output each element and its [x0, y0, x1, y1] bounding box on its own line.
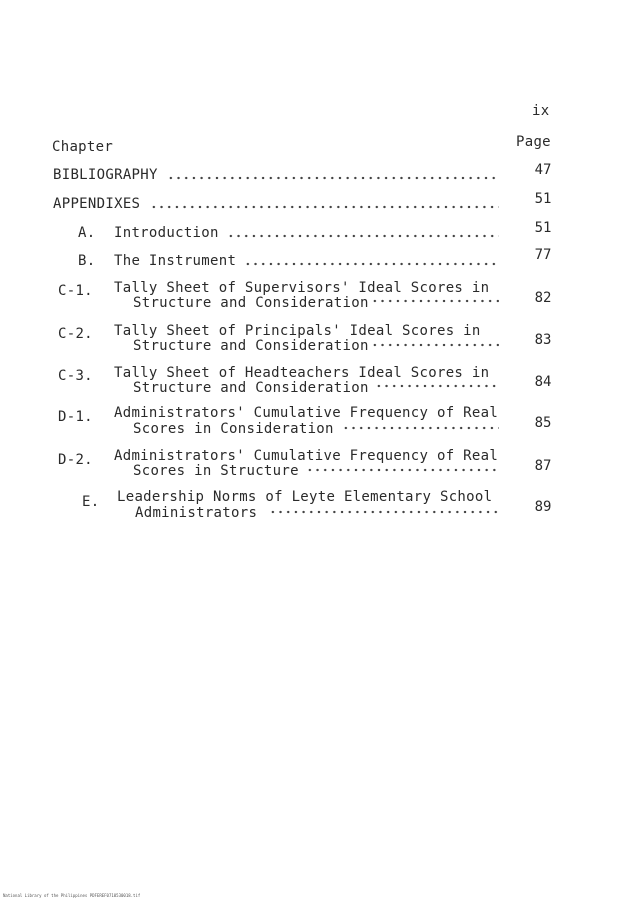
entry-label: C-2. — [58, 326, 93, 342]
page-heading: Page — [516, 134, 551, 150]
dot-leader — [371, 343, 499, 347]
entry-title: The Instrument — [114, 253, 237, 269]
entry-page: 51 — [534, 220, 552, 236]
entry-title: Tally Sheet of Headteachers Ideal Scores in — [114, 365, 490, 381]
entry-page: 47 — [534, 162, 552, 178]
entry-page: 85 — [534, 415, 552, 431]
dot-leader — [375, 384, 499, 388]
dot-leader — [342, 426, 499, 430]
dot-leader — [227, 234, 499, 238]
scan-footer: National Library of the Philippines PDFEREF0710530018.tif — [3, 893, 141, 898]
entry-title: Administrators' Cumulative Frequency of Real — [114, 448, 499, 464]
entry-title: Administrators' Cumulative Frequency of Real — [114, 405, 499, 421]
dot-leader — [150, 205, 499, 209]
page-number: ix — [532, 103, 550, 119]
dot-leader — [306, 468, 499, 472]
entry-title-line2: Structure and Consideration — [133, 295, 369, 311]
dot-leader — [244, 262, 499, 266]
entry-page: 87 — [534, 458, 552, 474]
entry-page: 77 — [534, 247, 552, 263]
entry-label: D-1. — [58, 409, 93, 425]
entry-label: D-2. — [58, 452, 93, 468]
entry-page: 89 — [534, 499, 552, 515]
entry-title-line2: Structure and Consideration — [133, 380, 369, 396]
entry-page: 51 — [534, 191, 552, 207]
entry-title: Introduction — [114, 225, 219, 241]
dot-leader — [167, 176, 499, 180]
entry-label: A. — [78, 225, 96, 241]
entry-title-line2: Scores in Structure — [133, 463, 299, 479]
dot-leader — [269, 510, 501, 514]
entry-title-line2: Administrators — [135, 505, 258, 521]
entry-label: B. — [78, 253, 96, 269]
dot-leader — [371, 299, 499, 303]
entry-label: E. — [82, 494, 100, 510]
entry-title: Tally Sheet of Supervisors' Ideal Scores in — [114, 280, 490, 296]
entry-page: 83 — [534, 332, 552, 348]
entry-label: C-3. — [58, 368, 93, 384]
entry-title-line2: Structure and Consideration — [133, 338, 369, 354]
entry-title: Tally Sheet of Principals' Ideal Scores in — [114, 323, 481, 339]
chapter-heading: Chapter — [52, 139, 114, 155]
entry-title: APPENDIXES — [53, 196, 141, 212]
entry-title-line2: Scores in Consideration — [133, 421, 334, 437]
entry-title: BIBLIOGRAPHY — [53, 167, 158, 183]
entry-page: 82 — [534, 290, 552, 306]
entry-page: 84 — [534, 374, 552, 390]
entry-title: Leadership Norms of Leyte Elementary School — [117, 489, 493, 505]
entry-label: C-1. — [58, 283, 93, 299]
